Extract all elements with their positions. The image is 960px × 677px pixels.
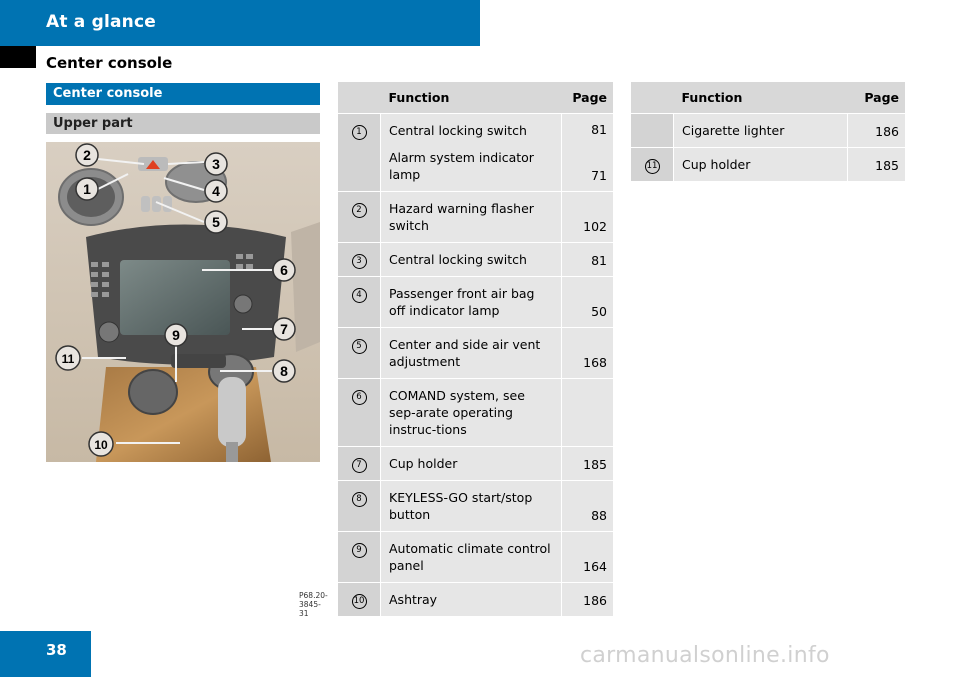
callout-10 bbox=[89, 432, 113, 456]
row-number: 4 bbox=[352, 288, 367, 303]
function-table-2 bbox=[631, 82, 905, 182]
callout-2 bbox=[76, 144, 98, 166]
row-number-cell bbox=[338, 583, 381, 617]
header-page: Page bbox=[847, 82, 905, 114]
row-page bbox=[561, 379, 613, 447]
header-page: Page bbox=[561, 82, 613, 114]
row-number: 11 bbox=[645, 159, 660, 174]
row-number-cell bbox=[338, 243, 381, 277]
row-number: 2 bbox=[352, 203, 367, 218]
callout-3 bbox=[205, 153, 227, 175]
row-function: Cigarette lighter bbox=[674, 114, 848, 148]
row-page: 50 bbox=[561, 277, 613, 328]
svg-text:10: 10 bbox=[94, 438, 108, 452]
table-row bbox=[338, 328, 613, 379]
row-number: 7 bbox=[352, 458, 367, 473]
section-title: Center console bbox=[46, 54, 173, 72]
subhead-grey bbox=[46, 113, 320, 134]
table-row bbox=[338, 447, 613, 481]
row-number: 5 bbox=[352, 339, 367, 354]
table-row bbox=[338, 192, 613, 243]
row-page: 186 bbox=[847, 114, 905, 148]
callout-5 bbox=[205, 211, 227, 233]
row-number-cell bbox=[338, 447, 381, 481]
row-page: 102 bbox=[561, 192, 613, 243]
svg-text:1: 1 bbox=[83, 181, 91, 197]
table-header-row bbox=[338, 82, 613, 114]
svg-text:4: 4 bbox=[212, 183, 220, 199]
header-num-cell bbox=[631, 82, 674, 114]
row-page: 186 bbox=[561, 583, 613, 617]
row-number-cell bbox=[338, 379, 381, 447]
row-number-cell bbox=[338, 114, 381, 192]
row-number: 3 bbox=[352, 254, 367, 269]
table-row bbox=[338, 114, 613, 146]
row-number-cell bbox=[631, 114, 674, 148]
footer-bar bbox=[0, 631, 91, 677]
table-row bbox=[631, 114, 905, 148]
row-function: COMAND system, see sep-arate operating instruc-tions bbox=[381, 379, 562, 447]
row-function: Passenger front air bag off indicator lamp bbox=[381, 277, 562, 328]
callout-8 bbox=[273, 360, 295, 382]
svg-text:2: 2 bbox=[83, 147, 91, 163]
row-number-cell bbox=[338, 481, 381, 532]
row-function: Central locking switch bbox=[381, 114, 562, 146]
callout-11 bbox=[56, 346, 80, 370]
row-number-cell bbox=[338, 277, 381, 328]
photo-ref-code: P68.20-3845-31 bbox=[299, 591, 328, 618]
section-marker bbox=[0, 46, 36, 68]
center-console-photo bbox=[46, 142, 328, 618]
watermark: carmanualsonline.info bbox=[580, 643, 830, 668]
row-function: Cup holder bbox=[674, 148, 848, 182]
svg-text:11: 11 bbox=[61, 352, 75, 366]
subhead-blue bbox=[46, 83, 320, 105]
table-row bbox=[338, 532, 613, 583]
row-page: 71 bbox=[561, 145, 613, 192]
function-table-1 bbox=[338, 82, 613, 617]
header-title: At a glance bbox=[46, 12, 156, 32]
row-number: 8 bbox=[352, 492, 367, 507]
row-page: 81 bbox=[561, 114, 613, 146]
row-function: Ashtray bbox=[381, 583, 562, 617]
row-page: 185 bbox=[847, 148, 905, 182]
row-number-cell bbox=[338, 532, 381, 583]
subhead-blue-label: Center console bbox=[53, 86, 163, 101]
header-bar bbox=[0, 0, 480, 46]
row-page: 81 bbox=[561, 243, 613, 277]
header-function: Function bbox=[674, 82, 848, 114]
callout-6 bbox=[273, 259, 295, 281]
row-number: 6 bbox=[352, 390, 367, 405]
row-number-cell bbox=[338, 192, 381, 243]
svg-text:3: 3 bbox=[212, 156, 220, 172]
table-row bbox=[631, 148, 905, 182]
callout-4 bbox=[205, 180, 227, 202]
table-header-row bbox=[631, 82, 905, 114]
table-row bbox=[338, 243, 613, 277]
callout-1 bbox=[76, 178, 98, 200]
svg-text:9: 9 bbox=[172, 327, 180, 343]
row-function: KEYLESS-GO start/stop button bbox=[381, 481, 562, 532]
row-function: Center and side air vent adjustment bbox=[381, 328, 562, 379]
page-number: 38 bbox=[46, 641, 67, 659]
row-function: Central locking switch bbox=[381, 243, 562, 277]
callout-7 bbox=[273, 318, 295, 340]
table-row bbox=[338, 583, 613, 617]
row-function: Alarm system indicator lamp bbox=[381, 145, 562, 192]
row-page: 185 bbox=[561, 447, 613, 481]
row-number: 9 bbox=[352, 543, 367, 558]
table-row bbox=[338, 379, 613, 447]
table-row bbox=[338, 481, 613, 532]
row-function: Hazard warning flasher switch bbox=[381, 192, 562, 243]
row-page: 164 bbox=[561, 532, 613, 583]
header-num-cell bbox=[338, 82, 381, 114]
header-function: Function bbox=[381, 82, 562, 114]
svg-text:8: 8 bbox=[280, 363, 288, 379]
row-function: Cup holder bbox=[381, 447, 562, 481]
row-number-cell bbox=[338, 328, 381, 379]
row-number-cell bbox=[631, 148, 674, 182]
subhead-grey-label: Upper part bbox=[53, 116, 133, 131]
svg-text:6: 6 bbox=[280, 262, 288, 278]
row-number: 10 bbox=[352, 594, 367, 609]
svg-text:7: 7 bbox=[280, 321, 288, 337]
svg-text:5: 5 bbox=[212, 214, 220, 230]
row-number: 1 bbox=[352, 125, 367, 140]
row-page: 88 bbox=[561, 481, 613, 532]
table-row bbox=[338, 277, 613, 328]
row-function: Automatic climate control panel bbox=[381, 532, 562, 583]
row-page: 168 bbox=[561, 328, 613, 379]
callout-9 bbox=[165, 324, 187, 346]
